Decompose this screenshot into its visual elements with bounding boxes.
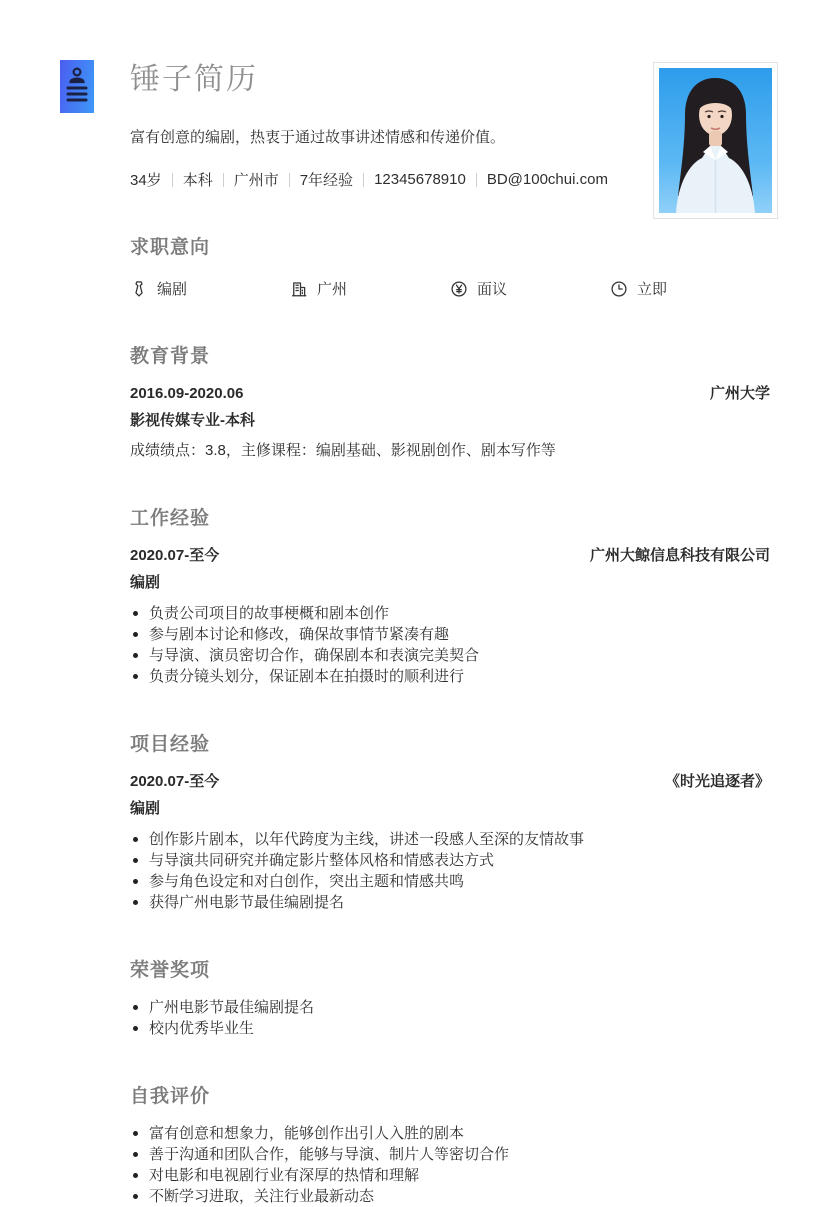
- self-eval-bullet: 不断学习进取，关注行业最新动态: [130, 1186, 770, 1207]
- self-eval-bullet-list: [130, 1123, 770, 1207]
- project-bullet: 参与角色设定和对白创作，突出主题和情感共鸣: [130, 871, 770, 892]
- education-entry-head: [130, 384, 770, 404]
- project-bullet: 创作影片剧本，以年代跨度为主线，讲述一段感人至深的友情故事: [130, 829, 770, 850]
- info-city: 广州市: [233, 172, 279, 189]
- brand-logo: [60, 60, 94, 113]
- section-self-eval: [130, 1081, 770, 1207]
- resume-header: [0, 0, 820, 190]
- person-menu-icon: [64, 64, 90, 109]
- project-period: 2020.07-至今: [130, 773, 220, 790]
- info-experience: 7年经验: [299, 172, 354, 189]
- intent-availability: [610, 278, 770, 299]
- project-entry-head: [130, 772, 770, 792]
- work-bullet: 与导演、演员密切合作，确保剧本和表演完美契合: [130, 645, 770, 666]
- portrait-illustration: [659, 68, 772, 213]
- section-title-education: 教育背景: [130, 346, 211, 367]
- section-work: [130, 503, 770, 687]
- education-detail: 成绩绩点：3.8，主修课程：编剧基础、影视剧创作、剧本写作等: [130, 442, 556, 459]
- project-bullet: 获得广州电影节最佳编剧提名: [130, 892, 770, 913]
- section-title-project: 项目经验: [130, 734, 211, 755]
- project-role: 编剧: [130, 800, 161, 817]
- intent-row: [130, 278, 770, 299]
- info-divider: [363, 173, 364, 187]
- info-phone: 12345678910: [374, 171, 466, 188]
- info-age: 34岁: [130, 172, 162, 189]
- intent-salary-label: 面议: [477, 281, 508, 298]
- work-bullet: 负责分镜头划分，保证剧本在拍摄时的顺利进行: [130, 666, 770, 687]
- section-title-honors: 荣誉奖项: [130, 960, 211, 981]
- profile-photo: [653, 62, 778, 219]
- section-title-work: 工作经验: [130, 508, 211, 529]
- work-bullet: 负责公司项目的故事梗概和剧本创作: [130, 603, 770, 624]
- section-job-intent: [130, 232, 770, 299]
- education-period: 2016.09-2020.06: [130, 385, 244, 402]
- work-bullet: 参与剧本讨论和修改，确保故事情节紧凑有趣: [130, 624, 770, 645]
- education-school: 广州大学: [709, 385, 770, 402]
- project-bullet: 与导演共同研究并确定影片整体风格和情感表达方式: [130, 850, 770, 871]
- honors-bullet: 校内优秀毕业生: [130, 1018, 770, 1039]
- resume-content: [0, 232, 820, 1207]
- info-divider: [289, 173, 290, 187]
- intent-availability-label: 立即: [637, 281, 668, 298]
- section-project: [130, 729, 770, 913]
- intent-salary: [450, 278, 610, 299]
- self-eval-bullet: 富有创意和想象力，能够创作出引人入胜的剧本: [130, 1123, 770, 1144]
- info-divider: [476, 173, 477, 187]
- self-eval-bullet: 对电影和电视剧行业有深厚的热情和理解: [130, 1165, 770, 1186]
- work-period: 2020.07-至今: [130, 547, 220, 564]
- section-title-job-intent: 求职意向: [130, 237, 211, 258]
- work-company: 广州大鲸信息科技有限公司: [589, 547, 770, 564]
- work-entry-head: [130, 546, 770, 566]
- section-title-self-eval: 自我评价: [130, 1086, 211, 1107]
- section-education: [130, 341, 770, 461]
- work-role: 编剧: [130, 574, 161, 591]
- honors-bullet-list: [130, 997, 770, 1039]
- page-title: 锤子简历: [130, 63, 258, 96]
- info-divider: [223, 173, 224, 187]
- intent-city-label: 广州: [317, 281, 348, 298]
- tie-icon: [130, 280, 148, 298]
- info-divider: [172, 173, 173, 187]
- building-icon: [290, 280, 308, 298]
- clock-icon: [610, 280, 628, 298]
- intent-position-label: 编剧: [157, 281, 188, 298]
- info-degree: 本科: [182, 172, 213, 189]
- work-bullet-list: [130, 603, 770, 687]
- salary-icon: [450, 280, 468, 298]
- project-name: 《时光追逐者》: [664, 773, 770, 790]
- self-eval-bullet: 善于沟通和团队合作，能够与导演、制片人等密切合作: [130, 1144, 770, 1165]
- info-email: BD@100chui.com: [486, 171, 608, 188]
- honors-bullet: 广州电影节最佳编剧提名: [130, 997, 770, 1018]
- section-honors: [130, 955, 770, 1039]
- summary-text: 富有创意的编剧，热衷于通过故事讲述情感和传递价值。: [130, 129, 506, 146]
- intent-city: [290, 278, 450, 299]
- intent-position: [130, 278, 290, 299]
- education-major: 影视传媒专业-本科: [130, 412, 255, 429]
- project-bullet-list: [130, 829, 770, 913]
